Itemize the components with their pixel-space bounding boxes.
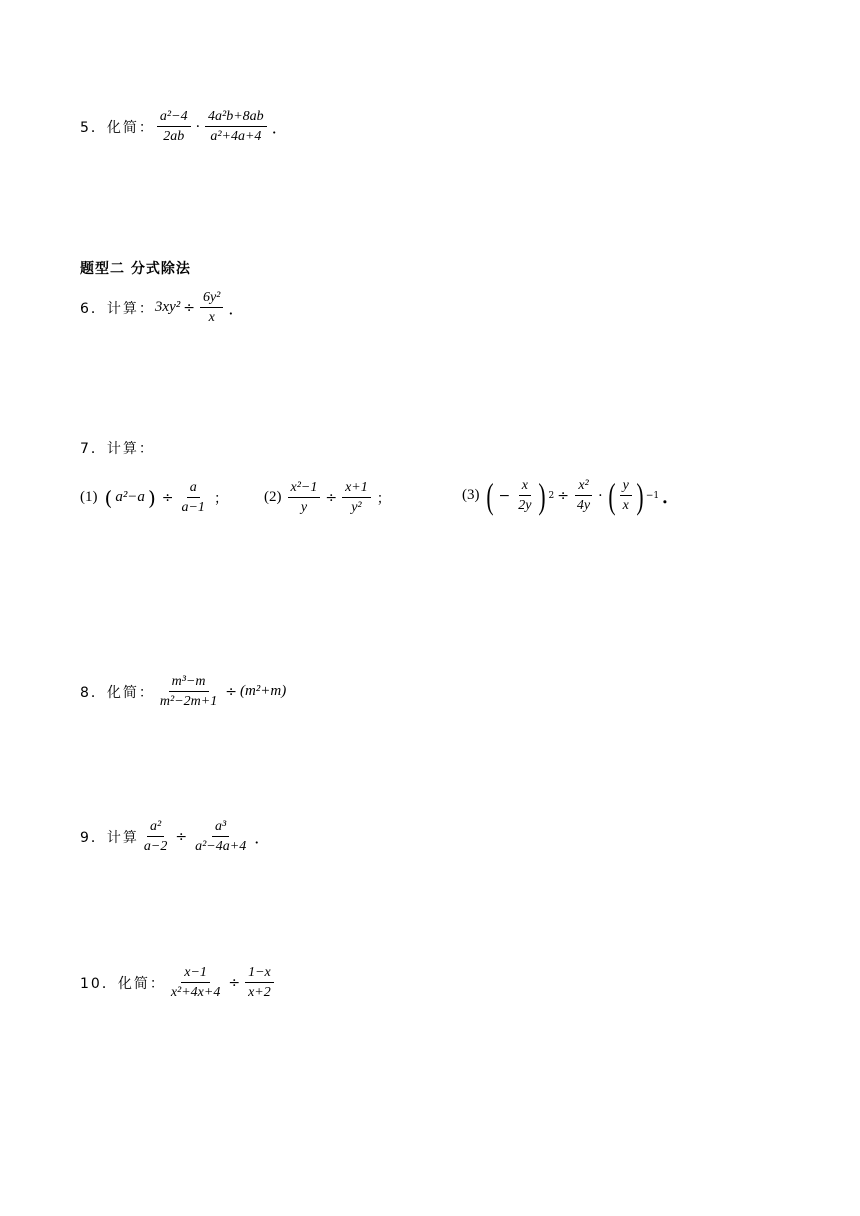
numerator: 4a²b+8ab xyxy=(205,107,267,127)
denominator: m²−2m+1 xyxy=(159,694,218,709)
fraction xyxy=(157,107,191,146)
problem-number: 10． xyxy=(80,975,118,992)
right-paren: ) xyxy=(636,475,644,516)
part-label: (3) xyxy=(462,487,480,503)
fraction xyxy=(245,963,274,1002)
denominator: y² xyxy=(351,500,362,515)
problem-7-part-2 xyxy=(264,478,391,517)
numerator: a² xyxy=(147,817,164,837)
denominator: 2y xyxy=(518,498,532,513)
denominator: 4y xyxy=(576,498,591,513)
numerator: x² xyxy=(575,476,591,496)
period: ． xyxy=(254,828,271,847)
denominator: a−2 xyxy=(143,839,168,854)
numerator: x+1 xyxy=(342,478,371,498)
numerator: a³ xyxy=(212,817,229,837)
problem-number: 6． xyxy=(80,300,107,317)
problem-number: 5． xyxy=(80,119,107,136)
problem-9 xyxy=(80,817,270,856)
fraction xyxy=(192,817,249,856)
right-paren: ) xyxy=(538,475,547,516)
expression: a²−a xyxy=(115,489,145,505)
denominator: a−1 xyxy=(181,500,205,515)
fraction xyxy=(288,478,321,517)
period: ． xyxy=(662,486,681,508)
left-paren: ( xyxy=(104,485,113,510)
fraction xyxy=(515,476,534,515)
problem-number: 8． xyxy=(80,684,107,701)
denominator: x xyxy=(208,310,215,325)
denominator: a²+4a+4 xyxy=(210,129,262,144)
expression: (m²+m) xyxy=(239,683,287,699)
semicolon: ； xyxy=(213,490,228,507)
divide-sign: ÷ xyxy=(325,489,338,506)
problem-5 xyxy=(80,107,288,146)
fraction xyxy=(200,288,223,327)
problem-verb: 计算 xyxy=(106,829,139,846)
multiply-dot: · xyxy=(195,118,201,135)
right-paren: ) xyxy=(147,485,156,510)
numerator: 1−x xyxy=(245,963,274,983)
problem-7 xyxy=(80,438,155,458)
numerator: m³−m xyxy=(169,672,209,692)
fraction xyxy=(178,478,207,517)
numerator: x²−1 xyxy=(288,478,321,498)
problem-number: 9． xyxy=(80,829,107,846)
divide-sign: ÷ xyxy=(183,299,195,316)
denominator: x+2 xyxy=(248,985,271,1000)
problem-verb: 化简： xyxy=(106,119,155,136)
numerator: a xyxy=(187,478,200,498)
numerator: x−1 xyxy=(181,963,210,983)
denominator: y xyxy=(300,500,308,515)
fraction xyxy=(205,107,267,146)
part-label: (1) xyxy=(80,489,98,505)
numerator: 6y² xyxy=(200,288,223,308)
problem-verb: 计算： xyxy=(106,300,155,317)
denominator: x²+4x+4 xyxy=(170,985,221,1000)
fraction xyxy=(168,963,224,1002)
problem-8 xyxy=(80,672,286,711)
denominator: a²−4a+4 xyxy=(195,839,247,854)
problem-number: 7． xyxy=(80,441,107,457)
divide-sign: ÷ xyxy=(557,487,569,504)
section-heading: 题型二 分式除法 xyxy=(80,261,191,277)
numerator: x xyxy=(519,476,531,496)
divide-sign: ÷ xyxy=(225,683,237,700)
problem-7-part-1 xyxy=(80,478,228,517)
fraction xyxy=(157,672,220,711)
problem-verb: 化简： xyxy=(106,684,155,701)
multiply-dot: · xyxy=(598,487,603,504)
denominator: 2ab xyxy=(163,129,185,144)
problem-7-part-3: (3) ( − $\frac{x}{2y}$ ) 2 ÷ $\frac{\text{x²}}{4y}$ · ( $\frac{y}{x}$ ) −1 ． xyxy=(462,475,681,516)
semicolon: ； xyxy=(376,490,391,507)
problem-verb: 计算： xyxy=(106,441,155,457)
period: ． xyxy=(228,299,245,318)
left-paren: ( xyxy=(607,475,616,516)
expression: 3xy² xyxy=(154,299,181,315)
numerator: y xyxy=(620,476,632,496)
fraction xyxy=(342,478,371,517)
divide-sign: ÷ xyxy=(228,974,241,991)
divide-sign: ÷ xyxy=(161,489,174,506)
fraction xyxy=(574,476,593,515)
problem-10 xyxy=(80,963,276,1002)
problem-6 xyxy=(80,288,244,327)
numerator: a²−4 xyxy=(157,107,191,127)
part-label: (2) xyxy=(264,489,282,505)
problem-verb: 化简： xyxy=(117,975,166,992)
divide-sign: ÷ xyxy=(175,828,188,845)
left-paren: ( xyxy=(485,475,494,516)
period: ． xyxy=(271,118,288,137)
fraction xyxy=(141,817,170,856)
fraction xyxy=(620,476,632,515)
minus-sign: − xyxy=(498,487,511,504)
denominator: x xyxy=(622,498,629,513)
